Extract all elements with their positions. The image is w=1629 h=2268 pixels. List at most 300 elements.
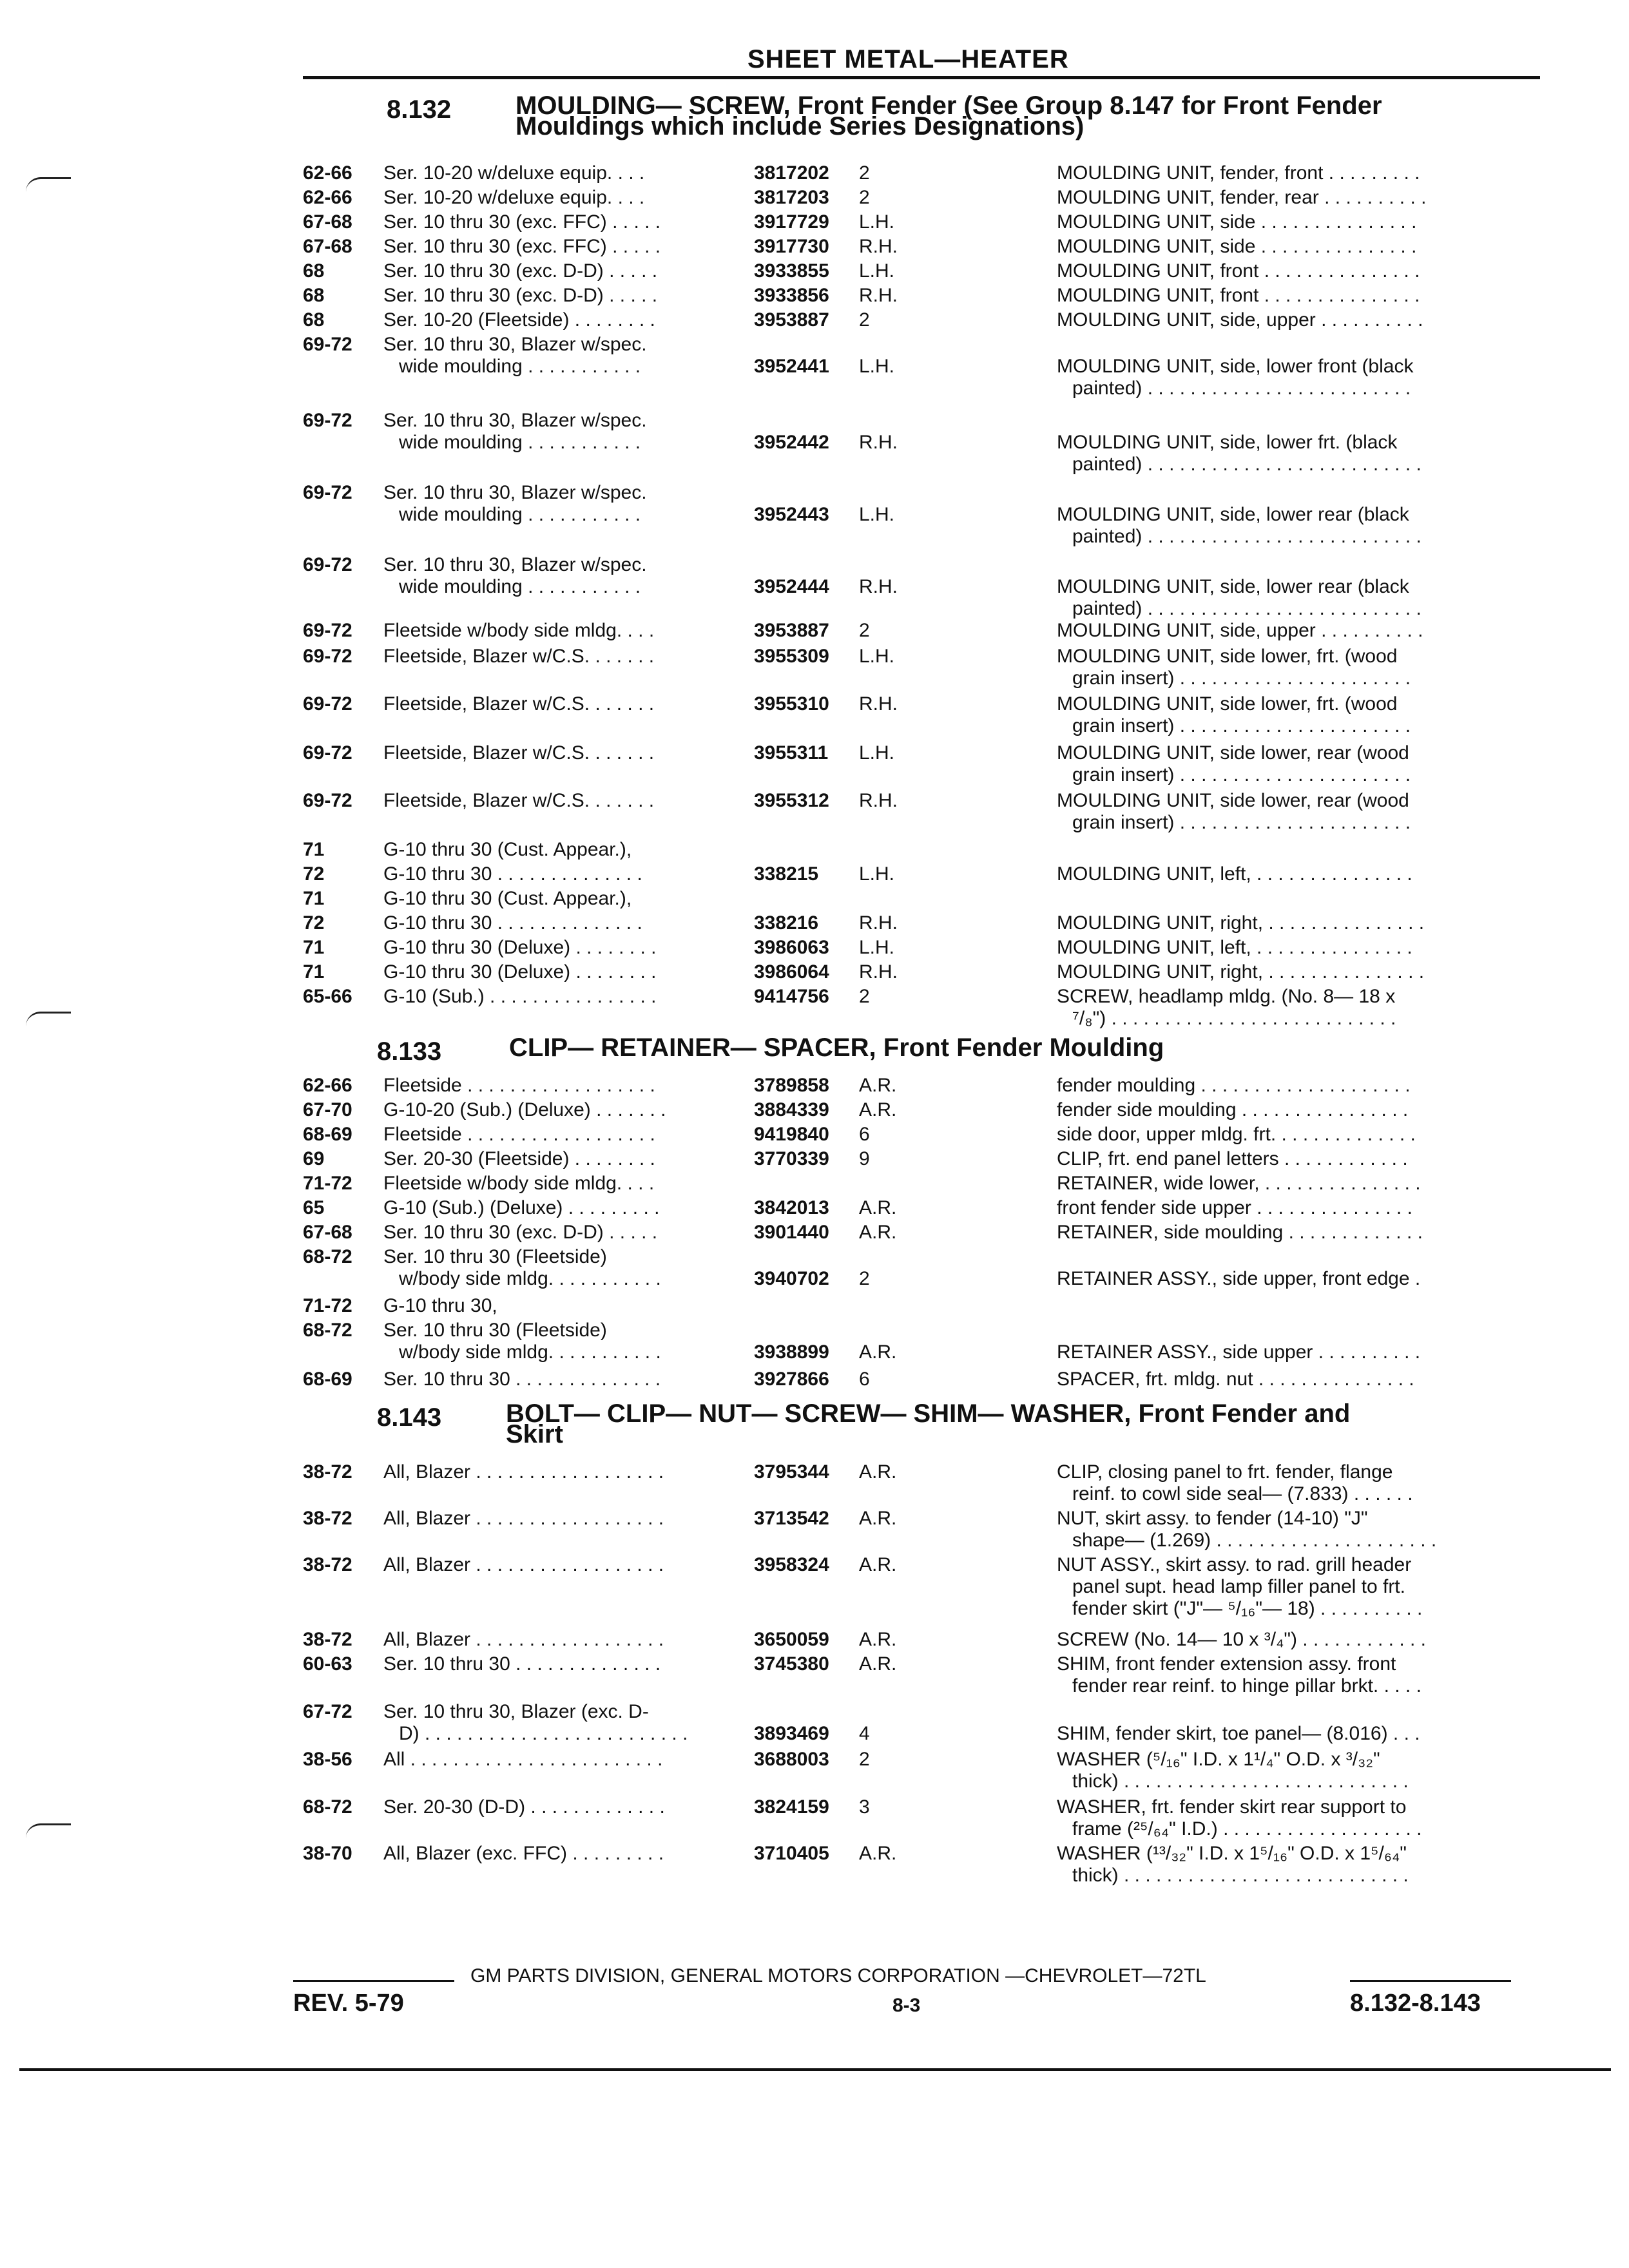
series-line: G-10 thru 30 . . . . . . . . . . . . . . — [383, 863, 642, 885]
description-line: MOULDING UNIT, side . . . . . . . . . . . . . . . — [1057, 236, 1417, 257]
series-line: Ser. 10 thru 30 (exc. D-D) . . . . . — [383, 1222, 658, 1243]
series-application — [383, 1075, 725, 1097]
quantity: L.H. — [859, 937, 895, 958]
model-years: 69-72 — [303, 790, 352, 811]
quantity: L.H. — [859, 742, 895, 764]
description-line: grain insert) . . . . . . . . . . . . . . . . . . . . . . — [1072, 812, 1411, 833]
series-application — [383, 1173, 725, 1195]
footer-rule-left — [293, 1980, 454, 1982]
series-application — [383, 554, 725, 598]
part-number: 3986063 — [754, 937, 829, 958]
part-number: 3842013 — [754, 1197, 829, 1218]
part-number: 3955309 — [754, 646, 829, 667]
series-line: D) . . . . . . . . . . . . . . . . . . . . . . . . . — [399, 1723, 688, 1744]
part-description — [1057, 1148, 1527, 1170]
part-number: 3795344 — [754, 1461, 829, 1483]
series-line: Ser. 10 thru 30, Blazer w/spec. — [383, 554, 647, 575]
description-line: ⁷/₈") . . . . . . . . . . . . . . . . . . . . . . . . . . . — [1072, 1008, 1396, 1029]
series-line: Fleetside, Blazer w/C.S. . . . . . . — [383, 693, 655, 715]
series-line: G-10 thru 30 (Deluxe) . . . . . . . . — [383, 937, 657, 958]
quantity: R.H. — [859, 432, 898, 453]
series-application — [383, 1148, 725, 1170]
model-years: 68-69 — [303, 1369, 352, 1390]
series-application — [383, 1749, 725, 1771]
part-number: 3955312 — [754, 790, 829, 811]
series-application — [383, 620, 725, 642]
part-number: 3953887 — [754, 309, 829, 331]
part-description — [1057, 742, 1527, 786]
quantity: 2 — [859, 162, 870, 184]
quantity: A.R. — [859, 1653, 897, 1675]
quantity: R.H. — [859, 790, 898, 811]
model-years: 71 — [303, 961, 325, 983]
quantity: 2 — [859, 1749, 870, 1770]
model-years: 69-72 — [303, 646, 352, 667]
footer-rule-right — [1350, 1980, 1511, 1982]
quantity: 6 — [859, 1369, 870, 1390]
model-years: 60-63 — [303, 1653, 352, 1675]
model-years: 67-68 — [303, 1222, 352, 1243]
part-number: 3893469 — [754, 1723, 829, 1744]
series-line: Fleetside, Blazer w/C.S. . . . . . . — [383, 790, 655, 811]
series-line: Ser. 10 thru 30 (exc. D-D) . . . . . — [383, 260, 658, 282]
series-application — [383, 646, 725, 668]
quantity: 2 — [859, 620, 870, 641]
series-line: Fleetside . . . . . . . . . . . . . . . . . . — [383, 1075, 655, 1096]
series-application — [383, 1197, 725, 1219]
part-number: 3940702 — [754, 1268, 829, 1289]
part-description — [1057, 1749, 1527, 1792]
description-line: WASHER (¹³/₃₂" I.D. x 1⁵/₁₆" O.D. x 1⁵/₆₄" — [1057, 1843, 1407, 1864]
series-line: G-10 (Sub.) . . . . . . . . . . . . . . . . — [383, 986, 657, 1007]
model-years: 71-72 — [303, 1295, 352, 1316]
series-line: Ser. 10-20 (Fleetside) . . . . . . . . — [383, 309, 655, 331]
model-years: 62-66 — [303, 187, 352, 208]
part-description — [1057, 1653, 1527, 1697]
model-years: 68 — [303, 260, 325, 282]
series-line: Ser. 10-20 w/deluxe equip. . . . — [383, 162, 645, 184]
part-description — [1057, 1197, 1527, 1219]
section-title-line: CLIP— RETAINER— SPACER, Front Fender Moulding — [509, 1033, 1164, 1062]
quantity: 2 — [859, 1268, 870, 1289]
section-number: 8.143 — [377, 1403, 442, 1432]
binder-hole-mark — [26, 1012, 71, 1026]
series-line: w/body side mldg. . . . . . . . . . . — [399, 1268, 661, 1289]
series-line: Ser. 10 thru 30, Blazer w/spec. — [383, 410, 647, 431]
quantity: 3 — [859, 1796, 870, 1818]
part-number: 3710405 — [754, 1843, 829, 1864]
part-description — [1057, 863, 1527, 885]
model-years: 67-68 — [303, 211, 352, 233]
series-application — [383, 1099, 725, 1121]
part-description — [1057, 504, 1527, 548]
series-line: All, Blazer . . . . . . . . . . . . . . . . . . — [383, 1629, 664, 1650]
part-number: 3713542 — [754, 1508, 829, 1529]
series-line: wide moulding . . . . . . . . . . . — [399, 576, 641, 597]
series-line: wide moulding . . . . . . . . . . . — [399, 504, 641, 525]
quantity: R.H. — [859, 912, 898, 934]
series-line: All . . . . . . . . . . . . . . . . . . . . . . . . — [383, 1749, 663, 1770]
series-application — [383, 1653, 725, 1675]
part-description — [1057, 1723, 1527, 1745]
description-line: NUT ASSY., skirt assy. to rad. grill header — [1057, 1554, 1412, 1575]
footer-revision: REV. 5-79 — [293, 1990, 404, 2017]
series-application — [383, 1124, 725, 1146]
series-line: Ser. 10 thru 30 (Fleetside) — [383, 1246, 607, 1267]
header-rule — [303, 76, 1540, 79]
description-line: grain insert) . . . . . . . . . . . . . . . . . . . . . . — [1072, 764, 1411, 785]
model-years: 65-66 — [303, 986, 352, 1007]
description-line: MOULDING UNIT, front . . . . . . . . . . . . . . . — [1057, 285, 1420, 306]
part-description — [1057, 912, 1527, 934]
bottom-rule — [19, 2068, 1611, 2071]
section-title — [516, 91, 1382, 140]
model-years: 68 — [303, 309, 325, 331]
model-years: 71 — [303, 937, 325, 958]
part-description — [1057, 937, 1527, 959]
part-description — [1057, 620, 1527, 642]
description-line: WASHER (⁵/₁₆" I.D. x 1¹/₄" O.D. x ³/₃₂" — [1057, 1749, 1380, 1770]
part-description — [1057, 309, 1527, 331]
series-line: Ser. 20-30 (Fleetside) . . . . . . . . — [383, 1148, 655, 1169]
quantity: A.R. — [859, 1222, 897, 1243]
section-title-line: BOLT— CLIP— NUT— SCREW— SHIM— WASHER, Front Fender and — [506, 1399, 1351, 1428]
description-line: MOULDING UNIT, side, lower rear (black — [1057, 504, 1409, 525]
description-line: WASHER, frt. fender skirt rear support to — [1057, 1796, 1407, 1818]
model-years: 69-72 — [303, 693, 352, 715]
part-number: 3688003 — [754, 1749, 829, 1770]
quantity: R.H. — [859, 236, 898, 257]
series-application — [383, 482, 725, 526]
description-line: MOULDING UNIT, side, lower rear (black — [1057, 576, 1409, 597]
series-application — [383, 986, 725, 1008]
part-number: 3953887 — [754, 620, 829, 641]
series-line: Ser. 20-30 (D-D) . . . . . . . . . . . . . — [383, 1796, 665, 1818]
part-description — [1057, 1099, 1527, 1121]
description-line: shape— (1.269) . . . . . . . . . . . . . . . . . . . . . — [1072, 1530, 1437, 1551]
part-description — [1057, 1629, 1527, 1651]
part-number: 338216 — [754, 912, 819, 934]
description-line: fender moulding . . . . . . . . . . . . . . . . . . . . — [1057, 1075, 1411, 1096]
series-application — [383, 1295, 725, 1317]
part-description — [1057, 1341, 1527, 1363]
description-line: SCREW (No. 14— 10 x ³/₄") . . . . . . . . . . . . — [1057, 1629, 1427, 1650]
footer-section-range: 8.132-8.143 — [1350, 1990, 1481, 2017]
quantity: R.H. — [859, 576, 898, 597]
model-years: 68-72 — [303, 1246, 352, 1267]
quantity: 2 — [859, 187, 870, 208]
series-line: All, Blazer (exc. FFC) . . . . . . . . . — [383, 1843, 664, 1864]
series-line: Ser. 10 thru 30 (Fleetside) — [383, 1320, 607, 1341]
page-header-title: SHEET METAL—HEATER — [747, 45, 1069, 73]
description-line: painted) . . . . . . . . . . . . . . . . . . . . . . . . . . — [1072, 526, 1422, 547]
quantity: L.H. — [859, 356, 895, 377]
quantity: 9 — [859, 1148, 870, 1169]
quantity: A.R. — [859, 1843, 897, 1864]
model-years: 67-68 — [303, 236, 352, 257]
description-line: thick) . . . . . . . . . . . . . . . . . . . . . . . . . . . — [1072, 1771, 1409, 1792]
series-line: Ser. 10 thru 30, Blazer (exc. D- — [383, 1701, 649, 1722]
series-application — [383, 285, 725, 307]
description-line: RETAINER, side moulding . . . . . . . . . . . . . — [1057, 1222, 1423, 1243]
part-number: 3952442 — [754, 432, 829, 453]
quantity: A.R. — [859, 1197, 897, 1218]
series-application — [383, 863, 725, 885]
series-application — [383, 162, 725, 184]
part-number: 9419840 — [754, 1124, 829, 1145]
series-line: wide moulding . . . . . . . . . . . — [399, 432, 641, 453]
series-line: Ser. 10-20 w/deluxe equip. . . . — [383, 187, 645, 208]
description-line: fender side moulding . . . . . . . . . . . . . . . . — [1057, 1099, 1409, 1120]
part-description — [1057, 1124, 1527, 1146]
part-number: 3986064 — [754, 961, 829, 983]
binder-hole-mark — [26, 1823, 71, 1838]
quantity: 2 — [859, 986, 870, 1007]
description-line: MOULDING UNIT, left, . . . . . . . . . . . . . . . — [1057, 937, 1412, 958]
series-line: Ser. 10 thru 30, Blazer w/spec. — [383, 482, 647, 503]
series-line: All, Blazer . . . . . . . . . . . . . . . . . . — [383, 1554, 664, 1575]
description-line: painted) . . . . . . . . . . . . . . . . . . . . . . . . . . — [1072, 598, 1422, 619]
description-line: RETAINER ASSY., side upper . . . . . . . . . . — [1057, 1341, 1421, 1363]
description-line: CLIP, frt. end panel letters . . . . . . . . . . . . — [1057, 1148, 1408, 1169]
series-application — [383, 839, 725, 861]
part-number: 3955310 — [754, 693, 829, 715]
quantity: A.R. — [859, 1461, 897, 1483]
model-years: 69-72 — [303, 554, 352, 575]
series-application — [383, 334, 725, 378]
model-years: 71-72 — [303, 1173, 352, 1194]
section-number: 8.133 — [377, 1037, 442, 1066]
description-line: SHIM, front fender extension assy. front — [1057, 1653, 1396, 1675]
part-description — [1057, 211, 1527, 233]
model-years: 62-66 — [303, 162, 352, 184]
part-number: 3917730 — [754, 236, 829, 257]
part-description — [1057, 1554, 1527, 1620]
part-description — [1057, 1075, 1527, 1097]
description-line: fender skirt ("J"— ⁵/₁₆"— 18) . . . . . . . . . . — [1072, 1598, 1423, 1619]
model-years: 69-72 — [303, 482, 352, 503]
model-years: 69-72 — [303, 742, 352, 764]
model-years: 38-72 — [303, 1461, 352, 1483]
series-application — [383, 961, 725, 983]
series-application — [383, 937, 725, 959]
series-line: G-10 thru 30 (Cust. Appear.), — [383, 888, 632, 909]
part-number: 3901440 — [754, 1222, 829, 1243]
part-description — [1057, 576, 1527, 620]
series-application — [383, 1461, 725, 1483]
quantity: 2 — [859, 309, 870, 331]
section-title-line: MOULDING— SCREW, Front Fender (See Group 8.147 for Front Fender — [516, 91, 1382, 120]
series-application — [383, 742, 725, 764]
description-line: MOULDING UNIT, side, lower front (black — [1057, 356, 1414, 377]
quantity: L.H. — [859, 211, 895, 233]
series-application — [383, 1554, 725, 1576]
part-description — [1057, 1369, 1527, 1390]
description-line: thick) . . . . . . . . . . . . . . . . . . . . . . . . . . . — [1072, 1865, 1409, 1886]
model-years: 67-70 — [303, 1099, 352, 1120]
description-line: MOULDING UNIT, side, lower frt. (black — [1057, 432, 1398, 453]
series-line: All, Blazer . . . . . . . . . . . . . . . . . . — [383, 1461, 664, 1483]
quantity: A.R. — [859, 1629, 897, 1650]
section-title — [509, 1033, 1164, 1062]
description-line: grain insert) . . . . . . . . . . . . . . . . . . . . . . — [1072, 715, 1411, 736]
part-number: 3958324 — [754, 1554, 829, 1575]
part-description — [1057, 790, 1527, 834]
quantity: A.R. — [859, 1554, 897, 1575]
model-years: 65 — [303, 1197, 325, 1218]
section-title-line: Skirt — [506, 1420, 563, 1448]
part-description — [1057, 187, 1527, 209]
model-years: 69-72 — [303, 334, 352, 355]
series-line: Fleetside, Blazer w/C.S. . . . . . . — [383, 742, 655, 764]
model-years: 69 — [303, 1148, 325, 1169]
part-description — [1057, 1843, 1527, 1887]
series-line: G-10 thru 30 (Deluxe) . . . . . . . . — [383, 961, 657, 983]
quantity: A.R. — [859, 1341, 897, 1363]
model-years: 68-72 — [303, 1796, 352, 1818]
part-description — [1057, 285, 1527, 307]
model-years: 38-72 — [303, 1629, 352, 1650]
series-application — [383, 1222, 725, 1244]
part-description — [1057, 646, 1527, 689]
model-years: 68 — [303, 285, 325, 306]
series-application — [383, 1701, 725, 1745]
part-number: 3824159 — [754, 1796, 829, 1818]
description-line: MOULDING UNIT, fender, rear . . . . . . . . . . — [1057, 187, 1427, 208]
part-description — [1057, 1173, 1527, 1195]
description-line: SPACER, frt. mldg. nut . . . . . . . . . . . . . . . — [1057, 1369, 1414, 1390]
series-application — [383, 912, 725, 934]
quantity: L.H. — [859, 504, 895, 525]
description-line: SCREW, headlamp mldg. (No. 8— 18 x — [1057, 986, 1396, 1007]
series-application — [383, 1508, 725, 1530]
series-line: G-10 thru 30 (Cust. Appear.), — [383, 839, 632, 860]
quantity: R.H. — [859, 693, 898, 715]
part-number: 3955311 — [754, 742, 829, 764]
description-line: grain insert) . . . . . . . . . . . . . . . . . . . . . . — [1072, 668, 1411, 689]
part-description — [1057, 986, 1527, 1030]
description-line: MOULDING UNIT, side . . . . . . . . . . . . . . . — [1057, 211, 1417, 233]
series-application — [383, 1796, 725, 1818]
series-line: G-10 thru 30, — [383, 1295, 497, 1316]
quantity: 4 — [859, 1723, 870, 1744]
description-line: RETAINER ASSY., side upper, front edge . — [1057, 1268, 1421, 1289]
description-line: MOULDING UNIT, side lower, rear (wood — [1057, 742, 1409, 764]
part-description — [1057, 961, 1527, 983]
model-years: 67-72 — [303, 1701, 352, 1722]
description-line: SHIM, fender skirt, toe panel— (8.016) . . . — [1057, 1723, 1420, 1744]
model-years: 68-72 — [303, 1320, 352, 1341]
series-application — [383, 211, 725, 233]
series-application — [383, 309, 725, 331]
quantity: A.R. — [859, 1508, 897, 1529]
description-line: NUT, skirt assy. to fender (14-10) "J" — [1057, 1508, 1368, 1529]
series-application — [383, 1629, 725, 1651]
part-number: 338215 — [754, 863, 819, 885]
part-number: 3933855 — [754, 260, 829, 282]
part-description — [1057, 693, 1527, 737]
quantity: 6 — [859, 1124, 870, 1145]
series-application — [383, 693, 725, 715]
description-line: painted) . . . . . . . . . . . . . . . . . . . . . . . . . . — [1072, 454, 1422, 475]
description-line: MOULDING UNIT, right, . . . . . . . . . . . . . . . — [1057, 961, 1425, 983]
description-line: fender rear reinf. to hinge pillar brkt. . . . . — [1072, 1675, 1422, 1696]
part-description — [1057, 356, 1527, 399]
quantity: L.H. — [859, 646, 895, 667]
quantity: A.R. — [859, 1075, 897, 1096]
description-line: MOULDING UNIT, side lower, rear (wood — [1057, 790, 1409, 811]
model-years: 38-72 — [303, 1508, 352, 1529]
series-line: Fleetside, Blazer w/C.S. . . . . . . — [383, 646, 655, 667]
series-line: w/body side mldg. . . . . . . . . . . — [399, 1341, 661, 1363]
part-number: 3952444 — [754, 576, 829, 597]
model-years: 38-72 — [303, 1554, 352, 1575]
part-number: 3770339 — [754, 1148, 829, 1169]
series-application — [383, 1320, 725, 1363]
quantity: R.H. — [859, 961, 898, 983]
series-line: Ser. 10 thru 30 . . . . . . . . . . . . . . — [383, 1653, 661, 1675]
description-line: MOULDING UNIT, fender, front . . . . . . . . . — [1057, 162, 1420, 184]
model-years: 38-70 — [303, 1843, 352, 1864]
section-title — [506, 1399, 1351, 1448]
model-years: 62-66 — [303, 1075, 352, 1096]
part-description — [1057, 260, 1527, 282]
series-line: Ser. 10 thru 30 (exc. FFC) . . . . . — [383, 236, 661, 257]
part-description — [1057, 1222, 1527, 1244]
series-application — [383, 1843, 725, 1865]
part-description — [1057, 236, 1527, 258]
series-application — [383, 187, 725, 209]
series-application — [383, 888, 725, 910]
description-line: MOULDING UNIT, left, . . . . . . . . . . . . . . . — [1057, 863, 1412, 885]
series-line: Ser. 10 thru 30 . . . . . . . . . . . . . . — [383, 1369, 661, 1390]
quantity: R.H. — [859, 285, 898, 306]
description-line: panel supt. head lamp filler panel to frt. — [1072, 1576, 1405, 1597]
series-application — [383, 790, 725, 812]
part-description — [1057, 1268, 1527, 1290]
description-line: MOULDING UNIT, side lower, frt. (wood — [1057, 693, 1398, 715]
quantity: L.H. — [859, 863, 895, 885]
model-years: 72 — [303, 863, 325, 885]
series-application — [383, 260, 725, 282]
series-line: G-10 thru 30 . . . . . . . . . . . . . . — [383, 912, 642, 934]
series-application — [383, 1246, 725, 1290]
part-number: 3789858 — [754, 1075, 829, 1096]
part-number: 3817203 — [754, 187, 829, 208]
description-line: painted) . . . . . . . . . . . . . . . . . . . . . . . . . — [1072, 378, 1411, 399]
series-line: Ser. 10 thru 30 (exc. FFC) . . . . . — [383, 211, 661, 233]
description-line: MOULDING UNIT, side lower, frt. (wood — [1057, 646, 1398, 667]
series-application — [383, 410, 725, 454]
description-line: front fender side upper . . . . . . . . . . . . . . . — [1057, 1197, 1412, 1218]
series-line: Ser. 10 thru 30, Blazer w/spec. — [383, 334, 647, 355]
part-number: 3884339 — [754, 1099, 829, 1120]
part-description — [1057, 1508, 1527, 1552]
quantity: L.H. — [859, 260, 895, 282]
binder-hole-mark — [26, 177, 71, 192]
model-years: 71 — [303, 839, 325, 860]
description-line: MOULDING UNIT, front . . . . . . . . . . . . . . . — [1057, 260, 1420, 282]
part-number: 3938899 — [754, 1341, 829, 1363]
part-number: 3917729 — [754, 211, 829, 233]
series-application — [383, 236, 725, 258]
part-number: 3952441 — [754, 356, 829, 377]
section-number: 8.132 — [387, 95, 452, 124]
footer-division: GM PARTS DIVISION, GENERAL MOTORS CORPORATION —CHEVROLET—72TL — [470, 1965, 1206, 1986]
series-line: Fleetside . . . . . . . . . . . . . . . . . . — [383, 1124, 655, 1145]
series-application — [383, 1369, 725, 1390]
model-years: 69-72 — [303, 410, 352, 431]
